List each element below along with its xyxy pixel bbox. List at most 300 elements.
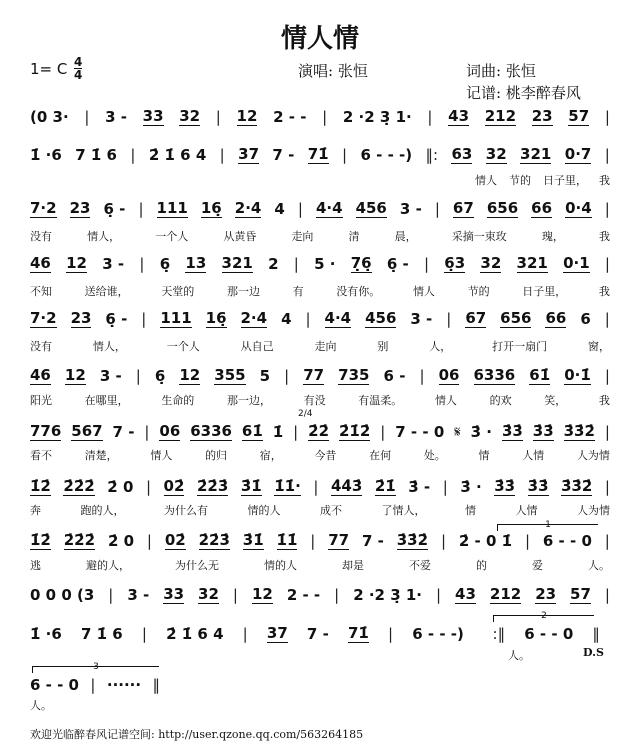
score-row (30, 198, 610, 218)
note-group: 2̇2̇2̇ (63, 477, 95, 495)
note-group: 4̇4̇3̇ (330, 477, 363, 495)
lyric-word: 避的人， (86, 559, 130, 572)
lyric-word: 日子里， (522, 285, 567, 298)
volta-2-lyric: 人。 (508, 649, 530, 662)
meter-change: 2/4 (298, 409, 313, 419)
note-group: 2̇1̇ (374, 477, 396, 495)
note-group: 5 (259, 367, 271, 385)
note-group: 77 (328, 531, 350, 549)
note-group: 7 1̇ 6 (80, 625, 123, 643)
note-group: 111 (160, 309, 192, 327)
lyric-word: 阳光 (30, 394, 52, 407)
lyric-word: 的归 (205, 449, 228, 462)
lyric-word: 日子里， (543, 174, 587, 187)
note-group: 7 - - 0 (395, 423, 445, 441)
lyric-word: 今昔 (314, 449, 337, 462)
bar-line: ‖: (425, 146, 439, 164)
lyric-word: 奔 (30, 504, 41, 517)
note-group: 6̣ - (386, 255, 409, 273)
note-group: 43 (448, 107, 470, 125)
note-group: 61̇ (529, 366, 551, 384)
bar-line: ‖ (152, 676, 160, 694)
lyrics-line (30, 228, 610, 242)
note-group: 3̇3̇ (532, 422, 554, 440)
note-group: 0·4 (565, 199, 592, 217)
score-row (30, 308, 610, 328)
note-group: 66 (545, 309, 567, 327)
lyric-word: 生命的 (161, 394, 195, 407)
lyric-word: 宿， (259, 449, 282, 462)
note-group: 656 (486, 199, 519, 217)
bar-line: | (334, 586, 340, 604)
note-group: 32 (485, 145, 507, 163)
lyric-word: 节的 (509, 174, 531, 187)
score-row (30, 365, 610, 385)
lyric-word: 有温柔。 (358, 394, 403, 407)
note-group: 6̣ - (103, 200, 126, 218)
note-group: 46 (30, 366, 51, 384)
note-group: 7 1̇ 6 (75, 146, 117, 164)
volta-3-label: 3 (93, 662, 99, 672)
lyric-word: 没有你。 (336, 285, 381, 298)
note-group: 7 - (272, 146, 295, 164)
score-row (30, 144, 610, 164)
note-group: 23 (70, 309, 92, 327)
note-group: 33 (142, 107, 164, 125)
note-group: 4·4 (324, 309, 352, 327)
note-group: 776 (30, 422, 62, 440)
note-group: 67 (465, 309, 487, 327)
note-group: 02̇ (163, 477, 185, 495)
lyric-word: 却是 (342, 559, 364, 572)
note-group: 0·1̇ (564, 366, 591, 384)
note-group: 12 (179, 366, 201, 384)
note-group: 2 (268, 255, 279, 273)
note-group: 6̣ (159, 255, 171, 273)
note-group: 7 - (112, 423, 135, 441)
lyric-word: 不知 (30, 285, 52, 298)
bar-line: | (604, 478, 610, 496)
score-row (30, 476, 610, 496)
note-group: 6336 (190, 422, 232, 440)
lyric-word: 情人 (475, 174, 497, 187)
note-group: 4·4 (315, 199, 343, 217)
transcriber-credit: 记谱: 桃李醉春风 (466, 84, 581, 102)
lyric-word: 情人， (92, 340, 126, 353)
bar-line: | (108, 586, 114, 604)
score-row (30, 674, 160, 694)
note-group: 2̇ - 0 1̇ (458, 532, 513, 550)
lyric-word: 走向 (314, 340, 337, 353)
bar-line: | (604, 146, 610, 164)
note-group: 1̇ ·6 (30, 146, 62, 164)
bar-line: | (141, 625, 147, 643)
bar-line: | (313, 478, 319, 496)
bar-line: | (145, 478, 151, 496)
bar-line: | (305, 310, 311, 328)
bar-line: | (219, 146, 225, 164)
lyric-word: 跑的人， (80, 504, 125, 517)
bar-line: | (342, 146, 348, 164)
note-group: 6 - (383, 367, 406, 385)
bar-line: | (146, 532, 152, 550)
lyric-word: 从自己 (240, 340, 274, 353)
lyric-word: 我 (598, 394, 610, 407)
lyric-word: 采摘一束玫 (451, 230, 507, 243)
bar-line: | (419, 367, 425, 385)
bar-line: | (604, 532, 610, 550)
lyric-word: 爱 (532, 559, 543, 572)
volta-1 (497, 520, 598, 531)
bar-line: | (442, 478, 448, 496)
note-group: 6̣ - (105, 310, 128, 328)
note-group: 6 (580, 310, 591, 328)
volta-3 (32, 662, 159, 673)
lyric-word: 那一边， (226, 394, 271, 407)
note-group: 23 (531, 107, 553, 125)
lyric-word: 走向 (291, 230, 314, 243)
note-group: 3̇3̇2̇ (561, 477, 593, 495)
note-group: 2 - - (273, 108, 307, 126)
note-group: 71̇ (307, 145, 329, 163)
note-group: 12 (64, 366, 86, 384)
song-title: 情人情 (280, 24, 359, 54)
lyric-word: 清 (348, 230, 360, 243)
bar-line: | (524, 532, 531, 550)
note-group: 3̇3̇ (527, 477, 549, 495)
bar-line: | (604, 586, 610, 604)
note-group: 3 - (127, 586, 150, 604)
note-group: 43 (455, 585, 476, 603)
lyrics-line (30, 697, 70, 711)
lyric-word: 天堂的 (161, 285, 195, 298)
note-group: 3̇1̇ (240, 477, 262, 495)
note-group: 567 (71, 422, 103, 440)
note-group: 71̇ (347, 624, 369, 642)
note-group: 3̇3̇ (501, 422, 523, 440)
bar-line: | (604, 310, 610, 328)
bar-line: | (380, 423, 386, 441)
lyric-word: 有没 (303, 394, 326, 407)
lyric-word: 我 (599, 174, 610, 187)
bar-line: | (423, 255, 430, 273)
bar-line: | (297, 200, 303, 218)
bar-line: | (322, 108, 328, 126)
note-group: 6 - - 0 (524, 625, 574, 643)
note-group: 57 (570, 585, 591, 603)
note-group: 37 (266, 624, 288, 642)
singer-credit: 演唱: 张恒 (298, 62, 368, 80)
note-group: 3̇3̇2̇ (563, 422, 595, 440)
bar-line: | (130, 146, 136, 164)
bar-line: 𝄋 (454, 423, 461, 441)
note-group: 0·1 (563, 254, 590, 272)
note-group: 2̇ 1̇ 6 4 (166, 625, 224, 643)
note-group: 111 (156, 199, 188, 217)
lyric-word: 看不 (30, 449, 52, 462)
note-group: 4 (281, 310, 292, 328)
note-group: 1̇1̇ (276, 531, 298, 549)
lyric-word: 人， (429, 340, 452, 353)
note-group: 46 (30, 254, 51, 272)
score-row (30, 421, 610, 441)
lyrics-line (475, 172, 610, 186)
note-group: 1̇2̇ (30, 531, 51, 549)
note-group: 321 (516, 254, 548, 272)
score-row (30, 253, 610, 273)
note-group: 3̇ · (470, 423, 492, 441)
lyric-word: 节的 (467, 285, 490, 298)
bar-line: | (135, 367, 141, 385)
note-group: ······ (106, 676, 142, 694)
note-group: 3 - (99, 367, 122, 385)
note-group: 6 - - -) (412, 625, 464, 643)
lyric-word: 一个人 (166, 340, 200, 353)
note-group: 32 (480, 254, 502, 272)
bar-line: | (84, 108, 90, 126)
lyrics-line (30, 557, 610, 571)
lyric-word: 人。 (588, 559, 610, 572)
note-group: 3 - (399, 200, 422, 218)
bar-line: | (435, 586, 442, 604)
note-group: 67 (452, 199, 474, 217)
note-group: (0 3· (30, 108, 69, 126)
bar-line: | (440, 532, 446, 550)
note-group: 12 (66, 254, 87, 272)
lyric-word: 的 (476, 559, 487, 572)
score-row (30, 106, 610, 126)
note-group: 3̇3̇ (494, 477, 516, 495)
volta-2-label: 2 (541, 611, 547, 621)
note-group: 3 - (410, 310, 433, 328)
note-group: 3̇3̇2̇ (396, 531, 429, 549)
note-group: 57 (568, 107, 590, 125)
lyric-word: 打开一扇门 (492, 340, 548, 353)
dal-segno-mark: D.S (583, 646, 604, 659)
key-signature: 1= C (30, 60, 68, 78)
lyric-word: 别 (377, 340, 389, 353)
bar-line: | (138, 200, 144, 218)
bar-line: | (604, 255, 610, 273)
note-group: 7·2 (30, 199, 57, 217)
note-group: 212 (489, 585, 522, 603)
lyric-word: 那一边 (226, 285, 260, 298)
bar-line: ‖ (592, 625, 600, 643)
note-group: 77 (303, 366, 325, 384)
note-group: 1̇2̇ (30, 477, 51, 495)
lyrics-line (30, 338, 610, 352)
lyric-word: 人为情 (577, 504, 610, 517)
lyric-word: 笑， (544, 394, 567, 407)
lyric-word: 不爱 (409, 559, 431, 572)
score-row (30, 530, 610, 550)
lyric-word: 人情 (515, 504, 538, 517)
note-group: 0·7 (564, 145, 592, 163)
bar-line: | (284, 367, 290, 385)
note-group: 61̇ (241, 422, 263, 440)
bar-line: | (293, 423, 299, 441)
note-group: 02̇ (164, 531, 186, 549)
lyric-word: 逃 (30, 559, 41, 572)
lyric-word: 没有 (30, 340, 52, 353)
note-group: 6̣3 (444, 254, 466, 272)
lyric-word: 人。 (30, 699, 52, 712)
note-group: 2 - - (286, 586, 321, 604)
note-group: 33 (163, 585, 185, 603)
note-group: 13 (185, 254, 207, 272)
lyric-word: 情人 (434, 394, 457, 407)
footer-link-text: 欢迎光临醉春风记谱空间: http://user.qzone.qq.com/563264185 (30, 728, 364, 741)
bar-line: | (604, 108, 610, 126)
note-group: 6 - - 0 (542, 532, 592, 550)
note-group: 2̇ 1̇ 6 4 (148, 146, 207, 164)
bar-line: | (446, 310, 452, 328)
lyric-word: 情 (478, 449, 490, 462)
note-group: 3 - (102, 255, 125, 273)
lyric-word: 人为情 (576, 449, 610, 462)
note-group: 355 (214, 366, 246, 384)
note-group: 3̇ · (460, 478, 482, 496)
lyric-word: 我 (598, 285, 610, 298)
score-row (30, 584, 610, 604)
bar-line: | (293, 255, 299, 273)
bar-line: | (427, 108, 433, 126)
note-group: 656 (500, 309, 532, 327)
note-group: 6 - - 0 (30, 676, 79, 694)
note-group: 2 ·2 3̣ 1· (353, 586, 422, 604)
lyric-word: 送给谁， (84, 285, 129, 298)
lyric-word: 窗， (588, 340, 610, 353)
bar-line: | (144, 423, 150, 441)
bar-line: | (232, 586, 238, 604)
meter-top: 4 (74, 55, 83, 69)
bar-line: | (215, 108, 221, 126)
note-group: 2̇ 0 (107, 532, 135, 550)
note-group: 3 - (105, 108, 127, 126)
note-group: 212 (484, 107, 517, 125)
lyric-word: 了情人， (381, 504, 426, 517)
note-group: 5 · (314, 255, 336, 273)
note-group: 7·2 (30, 309, 57, 327)
note-group: 456 (365, 309, 397, 327)
lyric-word: 在何 (369, 449, 392, 462)
note-group: 2̇ 0 (107, 478, 134, 496)
composer-credit: 词曲: 张恒 (466, 62, 536, 80)
note-group: 16̣ (200, 199, 222, 217)
note-group: 1̇1̇· (274, 477, 301, 495)
note-group: 2̇2̇ (308, 422, 330, 440)
time-signature (74, 56, 82, 81)
note-group: 16̣ (205, 309, 227, 327)
volta-1-label: 1 (545, 520, 551, 530)
note-group: 23 (535, 585, 557, 603)
lyric-word: 一个人 (155, 230, 189, 243)
lyrics-line (30, 392, 610, 406)
lyric-word: 瑰， (541, 230, 564, 243)
note-group: 3̇ - (408, 478, 431, 496)
note-group: 12 (251, 585, 273, 603)
bar-line: | (310, 532, 316, 550)
note-group: 2̇2̇3̇ (198, 531, 230, 549)
meter-bottom: 4 (74, 68, 83, 82)
lyric-word: 晨， (394, 230, 417, 243)
lyric-word: 为什么无 (175, 559, 219, 572)
note-group: 3̇1̇ (242, 531, 264, 549)
lyric-word: 清楚， (84, 449, 118, 462)
note-group: 1̇ (272, 423, 284, 441)
bar-line: | (141, 310, 147, 328)
note-group: 2·4 (234, 199, 262, 217)
lyric-word: 从黄昏 (223, 230, 257, 243)
lyric-word: 在哪里， (84, 394, 129, 407)
note-group: 66 (531, 199, 553, 217)
note-group: 6̣ (154, 367, 166, 385)
note-group: 6336 (473, 366, 516, 384)
note-group: 37 (238, 145, 260, 163)
bar-line: | (139, 255, 145, 273)
bar-line: | (90, 676, 96, 694)
lyric-word: 情 (465, 504, 476, 517)
note-group: 2̇1̇2̇ (338, 422, 371, 440)
lyric-word: 的欢 (489, 394, 512, 407)
note-group: 735 (338, 366, 370, 384)
note-group: 32 (198, 585, 219, 603)
lyric-word: 有 (292, 285, 304, 298)
lyric-word: 人情 (522, 449, 545, 462)
bar-line: | (242, 625, 248, 643)
lyric-word: 情的人 (247, 504, 281, 517)
note-group: 06 (159, 422, 181, 440)
note-group: 12 (236, 107, 258, 125)
note-group: 1̇ ·6 (30, 625, 62, 643)
note-group: 2̇2̇3̇ (196, 477, 229, 495)
bar-line: | (604, 200, 610, 218)
note-group: 456 (355, 199, 387, 217)
bar-line: | (388, 625, 394, 643)
bar-line: :‖ (483, 625, 506, 643)
lyric-word: 处。 (423, 449, 446, 462)
note-group: 0 0 0 (3 (30, 586, 95, 604)
note-group: 2 ·2 3̣ 1· (342, 108, 412, 126)
lyric-word: 成不 (320, 504, 342, 517)
note-group: 23 (69, 199, 91, 217)
lyric-word: 情的人 (264, 559, 297, 572)
bar-line: | (604, 367, 610, 385)
lyric-word: 情人 (412, 285, 435, 298)
note-group: 32 (179, 107, 201, 125)
note-group: 321 (520, 145, 552, 163)
lyric-word: 我 (598, 230, 610, 243)
note-group: 6 - - -) (360, 146, 413, 164)
note-group: 321 (221, 254, 253, 272)
note-group: 4 (274, 200, 285, 218)
note-group: 2·4 (240, 309, 268, 327)
note-group: 7̣6̣ (350, 254, 372, 272)
score-row (30, 623, 600, 643)
bar-line: | (604, 423, 610, 441)
lyric-word: 情人 (150, 449, 173, 462)
note-group: 2̇2̇2̇ (63, 531, 96, 549)
note-group: 06 (438, 366, 460, 384)
lyrics-line (30, 502, 610, 516)
note-group: 63 (451, 145, 473, 163)
lyrics-line (30, 283, 610, 297)
note-group: 7 - (361, 532, 384, 550)
volta-2 (493, 611, 594, 622)
lyric-word: 情人， (87, 230, 121, 243)
lyrics-line (30, 447, 610, 461)
lyric-word: 没有 (30, 230, 52, 243)
